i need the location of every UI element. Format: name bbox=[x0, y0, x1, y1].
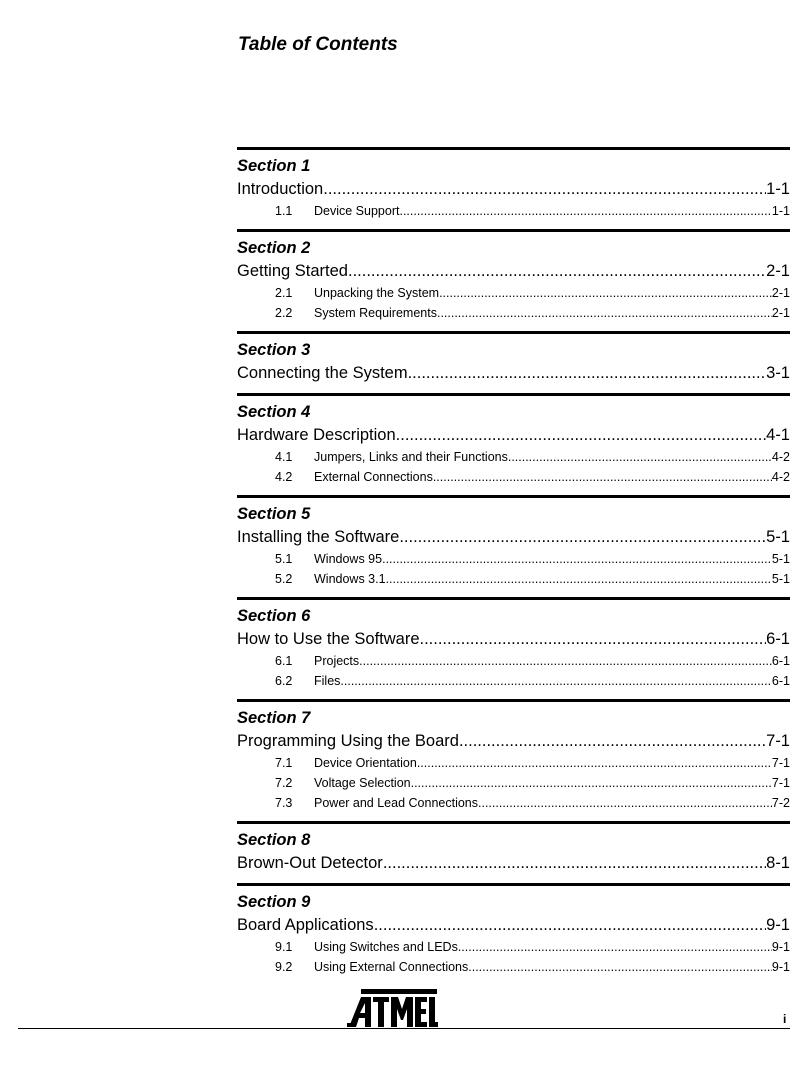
toc-subentry[interactable] bbox=[237, 753, 790, 773]
section-heading: Section 9 bbox=[237, 893, 311, 911]
subsection-number: 1.1 bbox=[275, 204, 293, 218]
section-heading: Section 7 bbox=[237, 709, 311, 727]
section-title: Board Applications bbox=[237, 916, 374, 934]
subsection-title: Windows 3.1 bbox=[314, 572, 386, 586]
subsection-number: 9.1 bbox=[275, 940, 293, 954]
toc-subentry[interactable] bbox=[237, 569, 790, 589]
toc-subentry[interactable] bbox=[237, 283, 790, 303]
dot-leader bbox=[374, 913, 766, 937]
subsection-title: Using Switches and LEDs bbox=[314, 940, 458, 954]
toc-section bbox=[237, 147, 790, 221]
toc-section bbox=[237, 331, 790, 385]
subsection-title: Device Orientation bbox=[314, 756, 417, 770]
dot-leader bbox=[408, 361, 767, 385]
dot-leader bbox=[458, 937, 772, 957]
subsection-number: 2.2 bbox=[275, 306, 293, 320]
dot-leader bbox=[340, 671, 772, 691]
page-ref: 4-1 bbox=[766, 426, 790, 444]
section-title: Programming Using the Board bbox=[237, 732, 459, 750]
subsection-title: Power and Lead Connections bbox=[314, 796, 479, 810]
subsection-number: 7.3 bbox=[275, 796, 293, 810]
dot-leader bbox=[420, 627, 767, 651]
dot-leader bbox=[439, 283, 772, 303]
subsection-number: 4.2 bbox=[275, 470, 293, 484]
toc-entry-6[interactable] bbox=[237, 627, 790, 651]
subsection-title: Files bbox=[314, 674, 341, 688]
toc-section bbox=[237, 597, 790, 691]
page-ref: 6-1 bbox=[771, 654, 790, 668]
dot-leader bbox=[359, 651, 772, 671]
toc-subentry[interactable] bbox=[237, 671, 790, 691]
toc-section bbox=[237, 495, 790, 589]
dot-leader bbox=[508, 447, 772, 467]
dot-leader bbox=[411, 773, 772, 793]
toc-subentry[interactable] bbox=[237, 447, 790, 467]
toc-subentry[interactable] bbox=[237, 937, 790, 957]
subsection-title: Windows 95 bbox=[314, 552, 383, 566]
toc-subentry[interactable] bbox=[237, 957, 790, 977]
page-ref: 1-1 bbox=[766, 180, 790, 198]
dot-leader bbox=[386, 569, 772, 589]
toc-subentry[interactable] bbox=[237, 201, 790, 221]
toc-entry-3[interactable] bbox=[237, 361, 790, 385]
toc-entry-7[interactable] bbox=[237, 729, 790, 753]
toc-subentry[interactable] bbox=[237, 467, 790, 487]
page-number: i bbox=[783, 1012, 787, 1026]
page-ref: 3-1 bbox=[766, 364, 790, 382]
subsection-number: 6.2 bbox=[275, 674, 293, 688]
page-ref: 5-1 bbox=[766, 528, 790, 546]
subsection-title: Unpacking the System bbox=[314, 286, 440, 300]
subsection-number: 2.1 bbox=[275, 286, 293, 300]
dot-leader bbox=[399, 201, 771, 221]
page-ref: 4-2 bbox=[771, 450, 790, 464]
dot-leader bbox=[468, 957, 772, 977]
section-title: Getting Started bbox=[237, 262, 348, 280]
toc-section bbox=[237, 883, 790, 977]
page-ref: 9-1 bbox=[771, 940, 790, 954]
dot-leader bbox=[383, 851, 766, 875]
section-heading: Section 6 bbox=[237, 607, 311, 625]
subsection-number: 7.1 bbox=[275, 756, 293, 770]
page-title: Table of Contents bbox=[238, 34, 398, 55]
atmel-logo bbox=[347, 987, 438, 1029]
dot-leader bbox=[399, 525, 766, 549]
toc-entry-9[interactable] bbox=[237, 913, 790, 937]
section-title: Introduction bbox=[237, 180, 324, 198]
toc-subentry[interactable] bbox=[237, 773, 790, 793]
toc-entry-8[interactable] bbox=[237, 851, 790, 875]
toc-subentry[interactable] bbox=[237, 793, 790, 813]
dot-leader bbox=[382, 549, 772, 569]
page-ref: 2-1 bbox=[771, 306, 790, 320]
subsection-title: External Connections bbox=[314, 470, 433, 484]
page-ref: 6-1 bbox=[766, 630, 790, 648]
toc-subentry[interactable] bbox=[237, 303, 790, 323]
subsection-title: System Requirements bbox=[314, 306, 437, 320]
subsection-title: Device Support bbox=[314, 204, 400, 218]
dot-leader bbox=[396, 423, 766, 447]
toc-subentry[interactable] bbox=[237, 549, 790, 569]
subsection-title: Voltage Selection bbox=[314, 776, 411, 790]
section-heading: Section 3 bbox=[237, 341, 311, 359]
toc-entry-4[interactable] bbox=[237, 423, 790, 447]
subsection-number: 5.1 bbox=[275, 552, 293, 566]
section-heading: Section 4 bbox=[237, 403, 311, 421]
toc-entry-5[interactable] bbox=[237, 525, 790, 549]
page-ref: 6-1 bbox=[771, 674, 790, 688]
section-title: Brown-Out Detector bbox=[237, 854, 383, 872]
toc-section bbox=[237, 229, 790, 323]
dot-leader bbox=[437, 303, 772, 323]
page-ref: 5-1 bbox=[771, 572, 790, 586]
page-ref: 9-1 bbox=[766, 916, 790, 934]
dot-leader bbox=[459, 729, 766, 753]
section-heading: Section 8 bbox=[237, 831, 311, 849]
toc-entry-2[interactable] bbox=[237, 259, 790, 283]
subsection-number: 9.2 bbox=[275, 960, 293, 974]
page-ref: 2-1 bbox=[766, 262, 790, 280]
page-ref: 4-2 bbox=[771, 470, 790, 484]
section-title: How to Use the Software bbox=[237, 630, 420, 648]
footer-rule bbox=[18, 1028, 790, 1029]
section-title: Installing the Software bbox=[237, 528, 400, 546]
subsection-title: Projects bbox=[314, 654, 360, 668]
subsection-title: Jumpers, Links and their Functions bbox=[314, 450, 508, 464]
subsection-number: 7.2 bbox=[275, 776, 293, 790]
section-heading: Section 5 bbox=[237, 505, 311, 523]
toc-entry-1[interactable] bbox=[237, 177, 790, 201]
dot-leader bbox=[417, 753, 772, 773]
table-of-contents bbox=[237, 147, 790, 985]
subsection-number: 4.1 bbox=[275, 450, 293, 464]
page-ref: 7-2 bbox=[771, 796, 790, 810]
page-ref: 7-1 bbox=[766, 732, 790, 750]
dot-leader bbox=[323, 177, 766, 201]
subsection-number: 6.1 bbox=[275, 654, 293, 668]
toc-section bbox=[237, 821, 790, 875]
dot-leader bbox=[478, 793, 772, 813]
page-ref: 5-1 bbox=[771, 552, 790, 566]
toc-section bbox=[237, 393, 790, 487]
section-title: Connecting the System bbox=[237, 364, 408, 382]
page-ref: 2-1 bbox=[771, 286, 790, 300]
section-title: Hardware Description bbox=[237, 426, 396, 444]
page-ref: 8-1 bbox=[766, 854, 790, 872]
section-heading: Section 2 bbox=[237, 239, 311, 257]
dot-leader bbox=[433, 467, 772, 487]
dot-leader bbox=[348, 259, 766, 283]
toc-subentry[interactable] bbox=[237, 651, 790, 671]
page-ref: 7-1 bbox=[771, 756, 790, 770]
page-ref: 9-1 bbox=[771, 960, 790, 974]
section-heading: Section 1 bbox=[237, 157, 311, 175]
page-ref: 1-1 bbox=[771, 204, 790, 218]
subsection-number: 5.2 bbox=[275, 572, 293, 586]
subsection-title: Using External Connections bbox=[314, 960, 469, 974]
page-ref: 7-1 bbox=[771, 776, 790, 790]
toc-section bbox=[237, 699, 790, 813]
